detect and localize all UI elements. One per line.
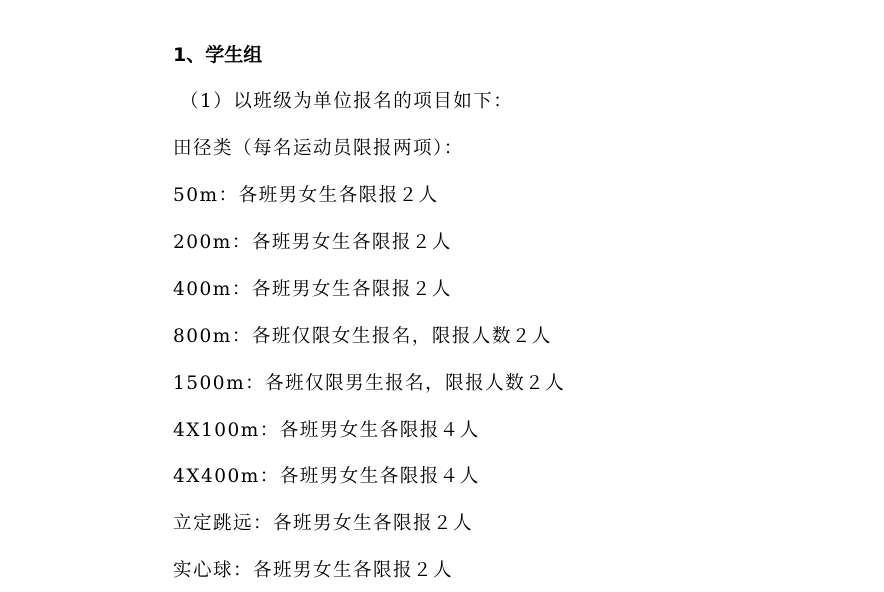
event-item-200m: 200m：各班男女生各限报２人 — [173, 232, 452, 253]
event-item-800m: 800m：各班仅限女生报名，限报人数２人 — [173, 326, 552, 347]
intro-text: （1）以班级为单位报名的项目如下： — [180, 91, 514, 112]
event-item-4x100m: 4X100m：各班男女生各限报４人 — [173, 420, 480, 441]
event-item-4x400m: 4X400m：各班男女生各限报４人 — [173, 466, 480, 487]
event-item-1500m: 1500m：各班仅限男生报名，限报人数２人 — [173, 373, 566, 394]
event-item-standing-long-jump: 立定跳远：各班男女生各限报２人 — [173, 513, 474, 534]
section-heading: 1、学生组 — [173, 44, 263, 66]
event-item-50m: 50m：各班男女生各限报２人 — [173, 185, 439, 206]
event-item-shot-ball: 实心球：各班男女生各限报２人 — [173, 560, 454, 581]
category-text: 田径类（每名运动员限报两项）： — [173, 138, 464, 159]
event-item-400m: 400m：各班男女生各限报２人 — [173, 279, 452, 300]
